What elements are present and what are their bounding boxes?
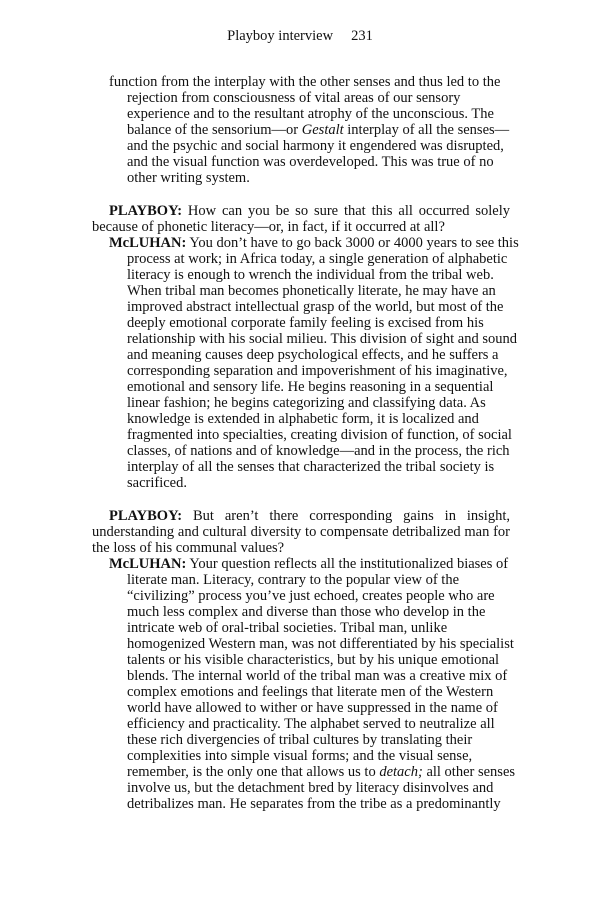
line-text: emotional and sensory life. He begins reasoning in a sequential <box>127 379 494 395</box>
line-text: process at work; in Africa today, a single generation of alphabetic <box>127 251 508 267</box>
line-text: complex emotions and feelings that literate men of the Western <box>127 684 494 700</box>
answer-line <box>127 443 510 459</box>
answer-line <box>127 331 518 347</box>
question-line <box>92 524 510 540</box>
line-text: world have allowed to wither or have suppressed in the name of <box>127 700 498 716</box>
line-text: knowledge is extended in alphabetic form, it is localized and <box>127 411 479 427</box>
question-line <box>109 508 510 524</box>
line-text: understanding and cultural diversity to compensate detribalized man for <box>92 524 510 540</box>
answer-line <box>127 411 510 427</box>
answer-line <box>127 459 510 475</box>
line-text: balance of the sensorium—or <box>127 122 302 138</box>
answer-line <box>109 74 510 90</box>
answer-line <box>127 732 510 748</box>
line-text: linear fashion; he begins categorizing and classifying data. As <box>127 395 486 411</box>
line-text: involve us, but the detachment bred by literacy disinvolves and <box>127 780 494 796</box>
answer-line <box>127 138 510 154</box>
answer-line <box>127 379 510 395</box>
answer-line <box>127 748 510 764</box>
line-text: When tribal man becomes phonetically literate, he may have an <box>127 283 496 299</box>
line-text: homogenized Western man, was not differentiated by his specialist <box>127 636 514 652</box>
answer-line <box>127 395 510 411</box>
line-text: deeply emotional corporate family feeling is excised from his <box>127 315 484 331</box>
answer-line <box>127 267 510 283</box>
line-text: experience and to the resultant atrophy of the unconscious. The <box>127 106 494 122</box>
line-text: these rich divergencies of tribal cultures by translating their <box>127 732 473 748</box>
interview-exchange-1 <box>92 203 519 491</box>
line-text: corresponding separation and impoverishment of his imaginative, <box>127 363 508 379</box>
line-text: talents or his visible characteristics, but by his unique emotional <box>127 652 500 668</box>
answer-line <box>127 122 510 138</box>
line-text: other writing system. <box>127 170 250 186</box>
line-text: literate man. Literacy, contrary to the popular view of the <box>127 572 460 588</box>
line-text: intricate web of oral-tribal societies. Tribal man, unlike <box>127 620 448 636</box>
answer-line <box>127 283 510 299</box>
question-line <box>109 203 510 219</box>
answer-line <box>127 154 510 170</box>
answer-line <box>127 363 510 379</box>
line-text: rejection from consciousness of vital areas of our sensory <box>127 90 461 106</box>
answer-line <box>127 106 510 122</box>
answer-line <box>127 572 510 588</box>
answer-line <box>127 427 510 443</box>
answer-line <box>127 764 516 780</box>
line-text: sacrificed. <box>127 475 187 491</box>
answer-line <box>127 636 514 652</box>
interview-exchange-2 <box>92 508 516 812</box>
line-text: blends. The internal world of the tribal man was a creative mix of <box>127 668 508 684</box>
answer-line <box>127 684 510 700</box>
line-text: because of phonetic literacy—or, in fact, if it occurred at all? <box>92 219 445 235</box>
answer-line <box>127 796 510 812</box>
line-text: Your question reflects all the institutionalized biases of <box>186 556 509 572</box>
line-text: detribalizes man. He separates from the tribe as a predominantly <box>127 796 501 812</box>
line-text: all other senses <box>422 764 516 780</box>
speaker-label: PLAYBOY: <box>109 203 183 219</box>
answer-line <box>127 652 510 668</box>
answer-line <box>127 170 510 186</box>
answer-line <box>109 556 510 572</box>
line-text: and the psychic and social harmony it engendered was disrupted, <box>127 138 504 154</box>
running-title: Playboy interview <box>227 28 334 44</box>
line-text: improved abstract intellectual grasp of the world, but most of the <box>127 299 504 315</box>
running-header <box>0 28 600 45</box>
speaker-label: McLUHAN: <box>109 556 187 572</box>
answer-line <box>127 315 510 331</box>
answer-line <box>127 716 510 732</box>
question-line <box>92 540 510 556</box>
line-text: classes, of nations and of knowledge—and in the process, the rich <box>127 443 510 459</box>
line-text: literacy is enough to wrench the individual from the tribal web. <box>127 267 494 283</box>
line-text: You don’t have to go back 3000 or 4000 years to see this <box>186 235 519 251</box>
line-text: complexities into simple visual forms; and the visual sense, <box>127 748 473 764</box>
answer-line <box>127 251 510 267</box>
line-text: relationship with his social milieu. This division of sight and sound <box>127 331 518 347</box>
answer-line <box>127 668 510 684</box>
line-text: efficiency and practicality. The alphabet served to neutralize all <box>127 716 495 732</box>
speaker-label: McLUHAN: <box>109 235 187 251</box>
answer-line <box>127 620 510 636</box>
continuation-paragraph <box>92 74 510 186</box>
page-number: 231 <box>351 28 373 44</box>
answer-line <box>127 604 510 620</box>
line-text: interplay of all the senses that characterized the tribal society is <box>127 459 495 475</box>
answer-line <box>127 700 510 716</box>
line-text: interplay of all the senses— <box>343 122 510 138</box>
line-text: remember, is the only one that allows us to <box>127 764 380 780</box>
line-text: How can you be so sure that this all occurred solely <box>182 203 510 219</box>
line-text: function from the interplay with the other senses and thus led to the <box>109 74 501 90</box>
answer-line <box>127 588 510 604</box>
emphasized-text: detach; <box>379 764 423 780</box>
line-text: and the visual function was overdeveloped. This was true of no <box>127 154 494 170</box>
answer-line <box>127 299 510 315</box>
line-text: fragmented into specialties, creating division of function, of social <box>127 427 512 443</box>
line-text: But aren’t there corresponding gains in insight, <box>182 508 510 524</box>
line-text: much less complex and diverse than those who develop in the <box>127 604 486 620</box>
answer-line <box>127 475 510 491</box>
line-text: “civilizing” process you’ve just echoed, creates people who are <box>127 588 495 604</box>
line-text: and meaning causes deep psychological effects, and he suffers a <box>127 347 499 363</box>
line-text: the loss of his communal values? <box>92 540 285 556</box>
question-line <box>92 219 510 235</box>
speaker-label: PLAYBOY: <box>109 508 183 524</box>
answer-line <box>127 780 510 796</box>
emphasized-text: Gestalt <box>301 122 344 138</box>
answer-line <box>127 347 510 363</box>
answer-line <box>127 90 510 106</box>
answer-line <box>109 235 519 251</box>
